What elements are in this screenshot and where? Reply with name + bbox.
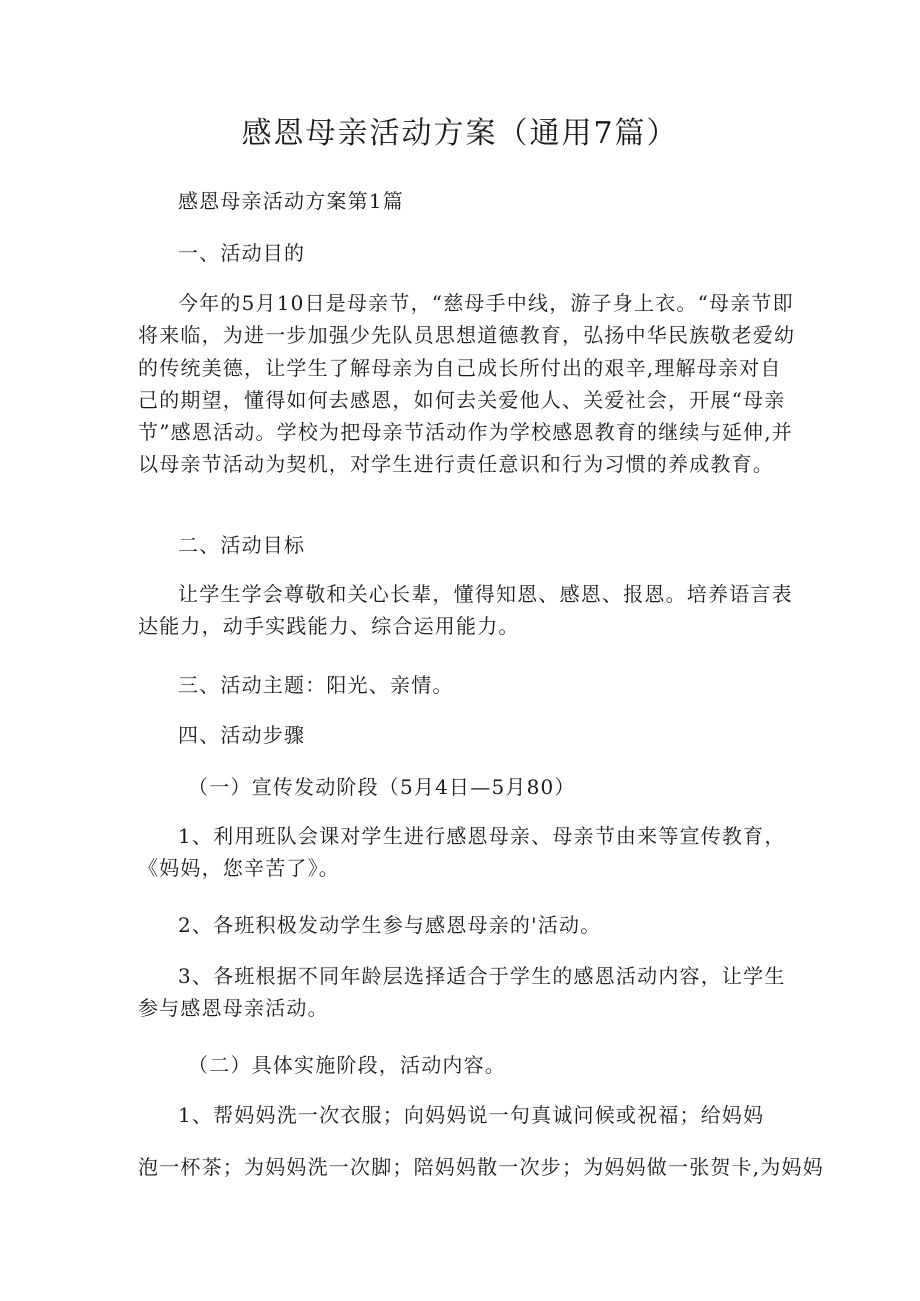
step-1-heading: （一）宣传发动阶段（5月4日—5月80） <box>188 775 576 799</box>
section-4-heading: 四、活动步骤 <box>178 723 306 747</box>
step-2-item-1-line-1: 1、帮妈妈洗一次衣服；向妈妈说一句真诚问候或祝福；给妈妈 <box>178 1103 765 1127</box>
step-1-item-3: 3、各班根据不同年龄层选择适合于学生的感恩活动内容，让学生参与感恩母亲活动。 <box>138 964 786 1020</box>
step-2-heading: （二）具体实施阶段，活动内容。 <box>188 1053 506 1077</box>
section-3-heading: 三、活动主题：阳光、亲情。 <box>178 673 454 697</box>
step-1-item-1: 1、利用班队会课对学生进行感恩母亲、母亲节由来等宣传教育，《妈妈，您辛苦了》。 <box>138 824 786 880</box>
step-1-item-2: 2、各班积极发动学生参与感恩母亲的'活动。 <box>178 913 602 937</box>
section-1-heading: 一、活动目的 <box>178 241 306 265</box>
section-2-body: 让学生学会尊敬和关心长辈，懂得知恩、感恩、报恩。培养语言表达能力，动手实践能力、综合运用能力。 <box>138 582 793 638</box>
section-1-body: 今年的5月10日是母亲节，“慈母手中线，游子身上衣。“母亲节即将来临，为进一步加强少先队员思想道德教育，弘扬中华民族敬老爱幼的传统美德，让学生了解母亲为自己成长所付出的艰辛,理解母亲对自己的期望，懂得如何去感恩，如何去关爱他人、关爱社会，开展“母亲节”感恩活动。学校为把母亲节活动作为学校感恩教育的继续与延伸,并以母亲节活动为契机，对学生进行责任意识和行为习惯的养成教育。 <box>138 291 796 477</box>
document-subtitle: 感恩母亲活动方案第1篇 <box>178 189 404 213</box>
document-title: 感恩母亲活动方案（通用7篇） <box>241 116 679 151</box>
section-2-heading: 二、活动目标 <box>178 533 306 557</box>
step-2-item-1-line-2: 泡一杯茶；为妈妈洗一次脚；陪妈妈散一次步；为妈妈做一张贺卡,为妈妈 <box>138 1155 824 1179</box>
